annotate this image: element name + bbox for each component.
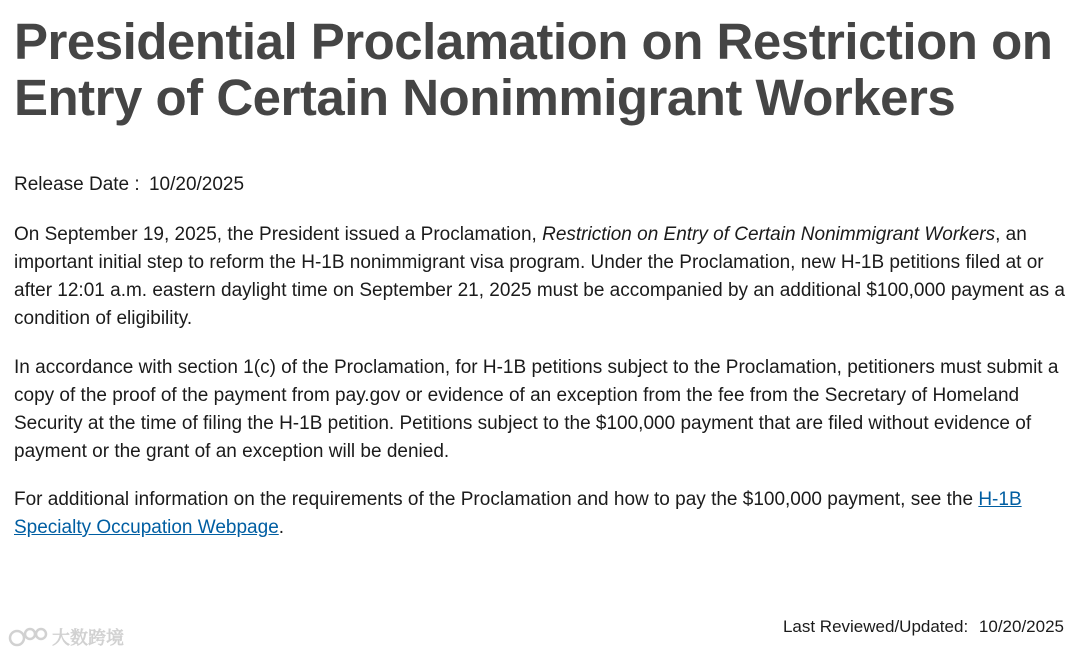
proclamation-title-italic: Restriction on Entry of Certain Nonimmigrant Workers [542, 224, 996, 245]
watermark-logo-icon [8, 625, 48, 649]
paragraph1-text-before: On September 19, 2025, the President issued a Proclamation, [14, 224, 543, 245]
paragraph-additional-info [14, 486, 1066, 542]
paragraph-proclamation-summary [14, 221, 1066, 333]
page-title: Presidential Proclamation on Restriction on Entry of Certain Nonimmigrant Workers [14, 13, 1053, 126]
last-reviewed [783, 614, 1064, 640]
h1b-webpage-link[interactable]: H-1B Specialty Occupation Webpage [14, 489, 1022, 538]
watermark [8, 624, 124, 650]
release-date-label: Release Date : [14, 174, 140, 195]
paragraph3-text-after: . [278, 517, 285, 538]
paragraph1-text-after: , an important initial step to reform the H-1B nonimmigrant visa program. Under the Proclamation, new H-1B petitions filed at or after 12:01 a.m. eastern daylight time on September 21, 2025 must be accompanied by an additional $100,000 payment as a condition of eligibility. [14, 224, 1065, 329]
watermark-text: 大数跨境 [52, 628, 124, 649]
last-reviewed-date: 10/20/2025 [978, 617, 1064, 636]
release-date-value: 10/20/2025 [148, 174, 245, 195]
paragraph-filing-requirements: In accordance with section 1(c) of the Proclamation, for H-1B petitions subject to the Proclamation, petitioners must submit a copy of the proof of the payment from pay.gov or evidence of an exception from the fee from the Secretary of Homeland Security at the time of filing the H-1B petition. Petitions subject to the $100,000 payment that are filed without evidence of payment or the grant of an exception will be denied. [14, 357, 1059, 462]
last-reviewed-label: Last Reviewed/Updated: [782, 617, 969, 636]
release-date [14, 171, 244, 199]
paragraph3-text-before: For additional information on the requirements of the Proclamation and how to pay the $100,000 payment, see the [14, 489, 979, 510]
